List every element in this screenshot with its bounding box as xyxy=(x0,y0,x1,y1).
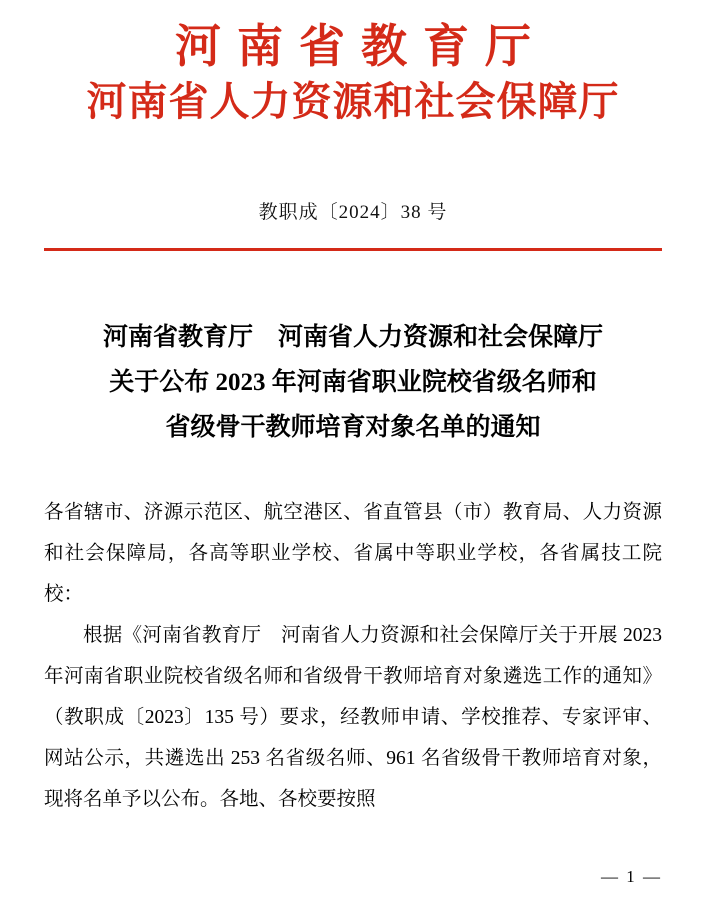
document-body xyxy=(44,492,662,820)
red-divider-rule xyxy=(44,248,662,251)
document-title-line-2: 关于公布 2023 年河南省职业院校省级名师和 xyxy=(109,368,597,396)
page-number: — 1 — xyxy=(601,867,662,886)
letterhead-line-1: 河南省教育厅 xyxy=(175,21,547,72)
body-paragraph-1: 根据《河南省教育厅 河南省人力资源和社会保障厅关于开展 2023 年河南省职业院校省级名师和省级骨干教师培育对象遴选工作的通知》（教职成〔2023〕135 号）要求，经教师申请、学校推荐、专家评审、网站公示，共遴选出 253 名省级名师、961 名省级骨干教师培育对象，现将名单予以公布。各地、各校要按照 xyxy=(44,624,662,810)
letterhead-line-2: 河南省人力资源和社会保障厅 xyxy=(86,79,620,124)
document-title-line-3: 省级骨干教师培育对象名单的通知 xyxy=(165,413,541,441)
body-paragraph-salutation: 各省辖市、济源示范区、航空港区、省直管县（市）教育局、人力资源和社会保障局，各高等职业学校、省属中等职业学校，各省属技工院校： xyxy=(44,501,662,605)
document-title-line-1: 河南省教育厅 河南省人力资源和社会保障厅 xyxy=(102,323,603,351)
letterhead xyxy=(44,0,662,128)
document-number: 教职成〔2024〕38 号 xyxy=(258,202,448,223)
document-title xyxy=(44,315,662,450)
